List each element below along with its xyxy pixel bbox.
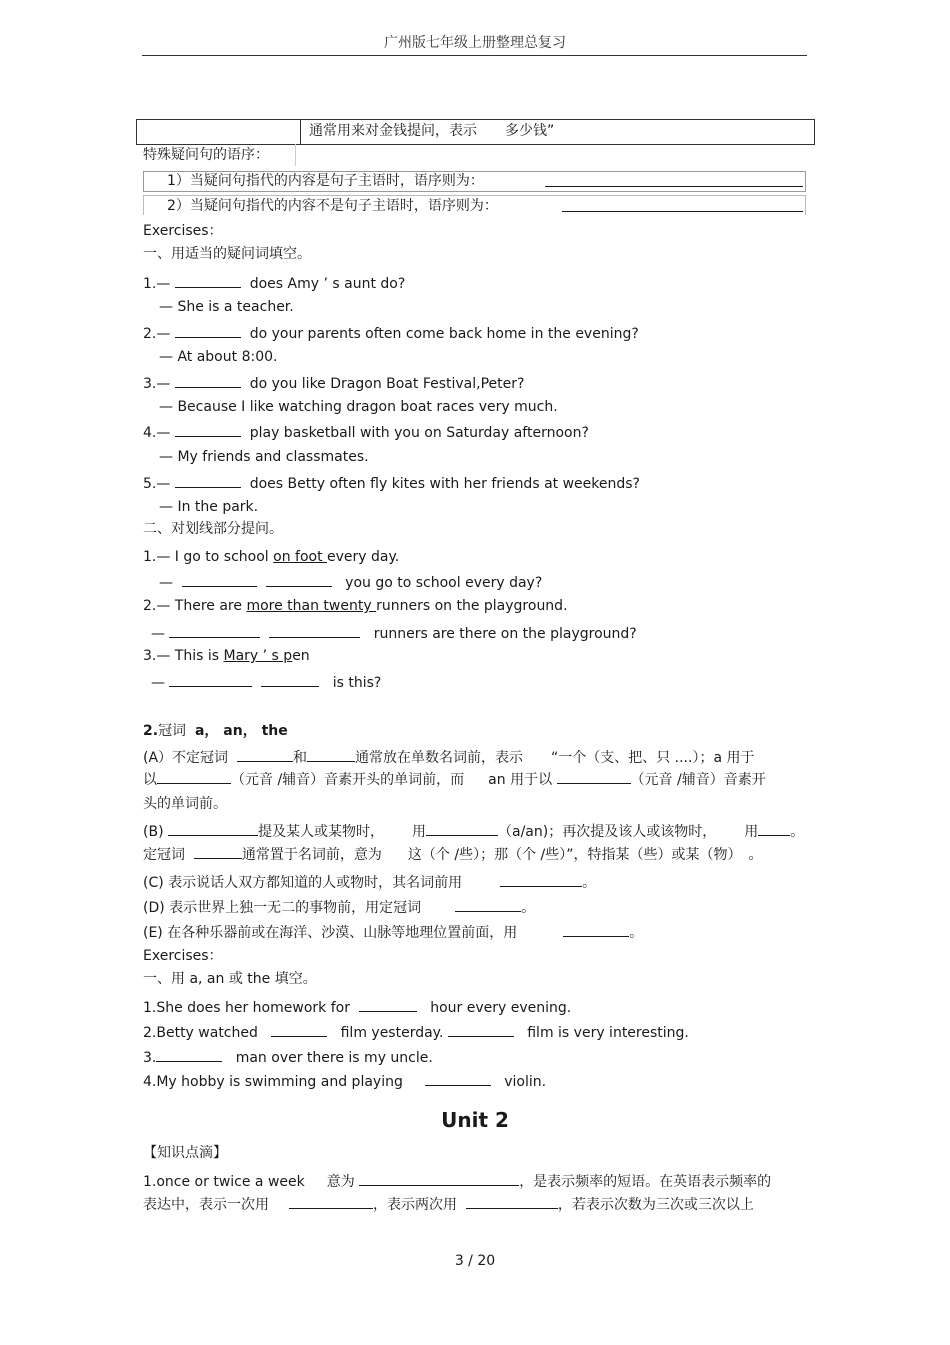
answer-blank [169, 672, 252, 687]
answer-blank [269, 623, 360, 638]
ex1-q1 [143, 273, 405, 293]
ex2-q2 [151, 623, 637, 643]
answer-blank [194, 844, 242, 859]
ex3-title: Exercises： [143, 948, 223, 964]
ex2-q1 [159, 572, 542, 592]
text: 2.Betty watched [143, 1025, 258, 1041]
ex2-s1 [143, 548, 399, 566]
text: film yesterday. [340, 1025, 444, 1041]
articles-E [143, 922, 643, 942]
text: 用 [411, 824, 426, 840]
table-divider-light [295, 144, 296, 166]
sentence-text: 1.— I go to school [143, 549, 274, 565]
underlined-part: on foot [273, 549, 328, 565]
unit-title: Unit 2 [441, 1108, 509, 1132]
ex3-instruction: 一、用 a, an 或 the 填空。 [143, 971, 317, 987]
text: 4.My hobby is swimming and playing [143, 1074, 403, 1090]
question-text: you go to school every day? [345, 575, 543, 591]
sentence-text: 3.— This is [143, 648, 224, 664]
sentence-text: en [292, 648, 310, 664]
dash: — [151, 675, 165, 691]
answer-blank [557, 769, 631, 784]
text: 通常置于名词前，意为 [241, 847, 382, 863]
answer-blank [182, 572, 257, 587]
answer-blank [169, 623, 260, 638]
text: 。 [629, 925, 644, 941]
word-order-label: 特殊疑问句的语序： [143, 147, 269, 163]
answer-blank [237, 747, 293, 762]
answer-blank [261, 672, 319, 687]
rule2-blank [562, 211, 803, 212]
text: (C) 表示说话人双方都知道的人或物时，其名词前用 [143, 875, 463, 891]
question-text: runners are there on the playground? [373, 626, 637, 642]
answer-blank [266, 572, 332, 587]
ex2-s3 [143, 647, 310, 665]
page-number: 3 / 20 [454, 1253, 496, 1269]
header-rule [142, 55, 807, 56]
dash: — [159, 575, 173, 591]
underlined-part: more than twenty [246, 598, 377, 614]
question-text: do you like Dragon Boat Festival,Peter? [249, 376, 525, 392]
text: （元音 /辅音）音素开头的单词前，而 [231, 772, 465, 788]
answer-blank [359, 1171, 519, 1186]
ex1-q3 [143, 373, 524, 393]
ex1-q5 [143, 473, 640, 493]
ex1-title: Exercises： [143, 223, 223, 239]
cell-text: 通常用来对金钱提问，表示 [309, 123, 477, 139]
text: （元音 /辅音）音素开 [630, 772, 766, 788]
answer-blank [289, 1194, 373, 1209]
q-number: 1.— [143, 276, 171, 292]
text: ，若表示次数为三次或三次以上 [557, 1197, 754, 1213]
q-number: 5.— [143, 476, 171, 492]
articles-B-line2 [143, 844, 763, 864]
answer-blank [175, 273, 241, 288]
articles-D [143, 897, 535, 917]
ex1-a5: — In the park. [159, 499, 259, 515]
ex3-s1 [143, 997, 571, 1017]
answer-blank [466, 1194, 558, 1209]
answer-blank [563, 922, 629, 937]
answer-blank [168, 821, 258, 836]
text: 以 [143, 772, 157, 788]
section-label: 【知识点滴】 [143, 1145, 227, 1161]
ex1-q4 [143, 422, 589, 442]
ex1-a2: — At about 8:00. [159, 349, 278, 365]
question-text: do your parents often come back home in the evening? [249, 326, 639, 342]
answer-blank [448, 1022, 514, 1037]
ex1-a4: — My friends and classmates. [159, 449, 369, 465]
text: 通常放在单数名词前，表示 [354, 750, 523, 766]
question-text: does Amy ’ s aunt do? [249, 276, 406, 292]
rule2-text: 2）当疑问句指代的内容不是句子主语时，语序则为： [167, 198, 498, 214]
text: 3. [143, 1050, 157, 1066]
articles-A-line3: 头的单词前。 [143, 796, 227, 812]
q-number: 3.— [143, 376, 171, 392]
text: 表达中，表示一次用 [143, 1197, 269, 1213]
text: 。 [582, 875, 597, 891]
unit2-line2 [143, 1194, 754, 1214]
text: 。 [748, 847, 763, 863]
text: hour every evening. [430, 1000, 572, 1016]
text: 1.once or twice a week [143, 1174, 305, 1190]
text: (E) 在各种乐器前或在海洋、沙漠、山脉等地理位置前面，用 [143, 925, 518, 941]
rule1-blank [545, 186, 803, 187]
ex3-s4 [143, 1071, 546, 1091]
text: 意为 [326, 1174, 355, 1190]
text: “一个（支、把、只 ....）；a 用于 [550, 750, 755, 766]
text: 1.She does her homework for [143, 1000, 350, 1016]
rule1-text: 1）当疑问句指代的内容是句子主语时，语序则为： [167, 173, 484, 189]
text: (D) 表示世界上独一无二的事物前，用定冠词 [143, 900, 422, 916]
text: film is very interesting. [527, 1025, 689, 1041]
text: ，是表示频率的短语。在英语表示频率的 [519, 1174, 772, 1190]
answer-blank [271, 1022, 327, 1037]
text: ，表示两次用 [373, 1197, 457, 1213]
text: violin. [504, 1074, 547, 1090]
articles-A-line2 [143, 769, 766, 789]
answer-blank [156, 1047, 222, 1062]
ex1-a3: — Because I like watching dragon boat races very much. [159, 399, 558, 415]
text: 和 [292, 750, 307, 766]
section-title: 冠词 [158, 723, 187, 739]
answer-blank [426, 821, 498, 836]
q-number: 2.— [143, 326, 171, 342]
text: 用 [744, 824, 759, 840]
q-number: 4.— [143, 425, 171, 441]
answer-blank [157, 769, 231, 784]
page-header: 广州版七年级上册整理总复习 [384, 35, 566, 51]
ex2-q3 [151, 672, 381, 692]
ex1-instruction: 一、用适当的疑问词填空。 [143, 246, 311, 262]
question-text: does Betty often fly kites with her friends at weekends? [249, 476, 640, 492]
sentence-text: 2.— There are [143, 598, 247, 614]
ex3-s2 [143, 1022, 689, 1042]
text: 定冠词 [143, 847, 185, 863]
unit2-line1 [143, 1171, 771, 1191]
ex1-q2 [143, 323, 639, 343]
ex3-s3 [143, 1047, 433, 1067]
answer-blank [359, 997, 417, 1012]
articles-B-line1 [143, 821, 804, 841]
articles-C [143, 872, 596, 892]
text: (A）不定冠词 [143, 750, 229, 766]
section-number: 2. [143, 723, 159, 739]
answer-blank [175, 473, 241, 488]
text: 。 [521, 900, 536, 916]
text: an 用于以 [488, 772, 553, 788]
table-divider [300, 119, 301, 144]
text: man over there is my uncle. [235, 1050, 433, 1066]
ex1-a1: — She is a teacher. [159, 299, 294, 315]
text: （a/an)；再次提及该人或该物时， [497, 824, 717, 840]
answer-blank [307, 747, 355, 762]
articles-title [143, 722, 288, 740]
answer-blank [175, 373, 241, 388]
cell-quote: 多少钱” [505, 123, 555, 139]
text: 提及某人或某物时， [257, 824, 384, 840]
text: (B) [143, 824, 164, 840]
section-words: a， an， the [194, 723, 288, 739]
answer-blank [425, 1071, 491, 1086]
sentence-text: every day. [327, 549, 400, 565]
underlined-part: Mary ’ s p [223, 648, 293, 664]
answer-blank [758, 821, 790, 836]
answer-blank [455, 897, 521, 912]
answer-blank [500, 872, 582, 887]
answer-blank [175, 323, 241, 338]
ex2-instruction: 二、对划线部分提问。 [143, 521, 283, 537]
answer-blank [175, 422, 241, 437]
question-text: is this? [332, 675, 382, 691]
sentence-text: runners on the playground. [376, 598, 568, 614]
ex2-s2 [143, 597, 568, 615]
table-cell-money [309, 122, 554, 140]
text: 这（个 /些）；那（个 /些）”，特指某（些）或某（物） [407, 847, 735, 863]
question-text: play basketball with you on Saturday afternoon? [249, 425, 589, 441]
text: 。 [790, 824, 805, 840]
articles-A-line1 [143, 747, 755, 767]
dash: — [151, 626, 165, 642]
